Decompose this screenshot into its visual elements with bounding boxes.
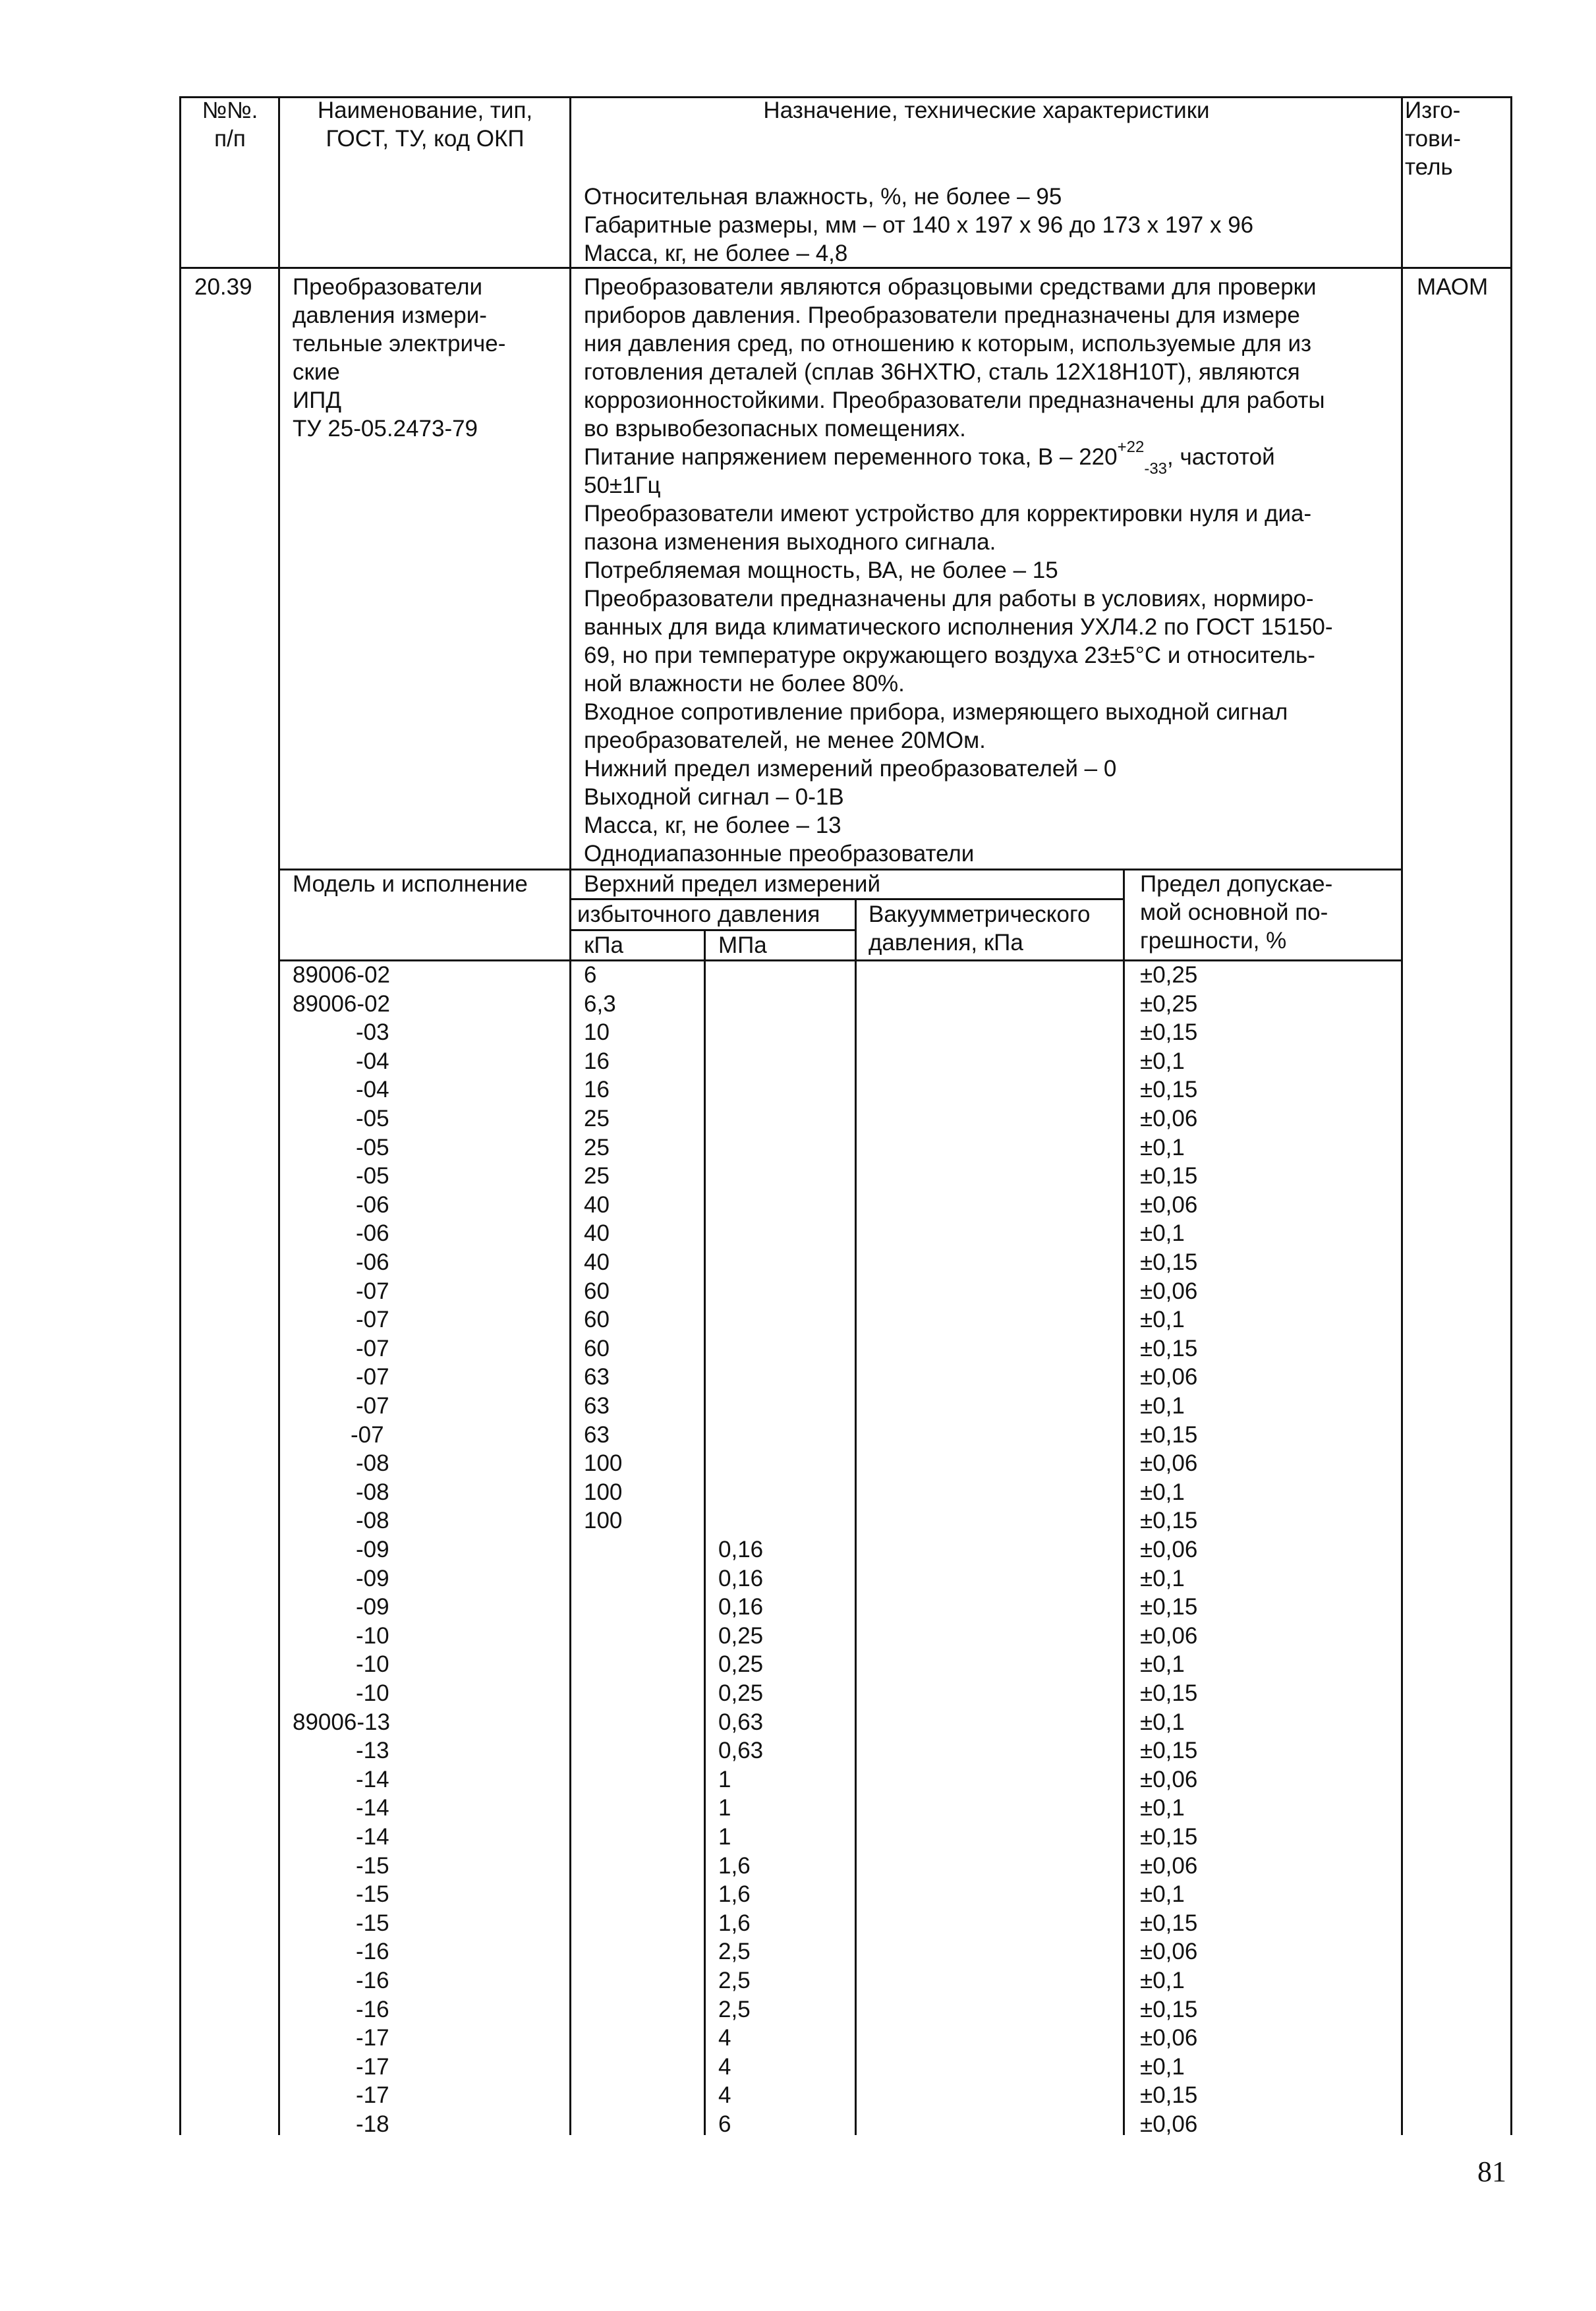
row-mpa: 1 bbox=[718, 1824, 731, 1850]
row-mpa: 1,6 bbox=[718, 1910, 751, 1936]
entry-maker: МАОМ bbox=[1417, 274, 1489, 300]
divider-maker bbox=[1401, 98, 1403, 2135]
row-error: ±0,15 bbox=[1140, 1824, 1198, 1850]
row-model: -05 bbox=[356, 1106, 389, 1131]
row-mpa: 4 bbox=[718, 2025, 731, 2051]
row-model: -08 bbox=[356, 1479, 389, 1505]
entry-description: Преобразователи являются образцовыми средствами для проверки приборов давления. Преобразователи предназначены для измере ния давления сред, по отношению к которым, используемые для из готовления деталей (сплав 36НХТЮ, сталь 12Х18Н10Т), являются коррозионностойкими. Преобразователи предназначены для работы во взрывобезопасных помещениях. Питание напряжением переменного тока, В – $220^{+22}_{-33}$, частотой 50±1Гц Преобразователи имеют устройство для корректировки нуля и диа- пазона изменения выходного сигнала. Потребляемая мощность, ВА, не более – 15 Преобразователи предназначены для работы в условиях, нормиро- ванных для вида климатического исполнения УХЛ4.2 по ГОСТ 15150- 69, но при температуре окружающего воздуха 23±5°С и относитель- ной влажности не более 80%. Входное сопротивление прибора, измеряющего выходной сигнал преобразователей, не менее 20МОм. Нижний предел измерений преобразователей – 0 Выходной сигнал – 0-1В Масса, кг, не более – 13 Однодиапазонные преобразователи bbox=[584, 274, 1333, 867]
header-num: №№. п/п bbox=[202, 98, 258, 152]
row-error: ±0,1 bbox=[1140, 1881, 1185, 1907]
subtable-h-kpa: кПа bbox=[584, 932, 623, 958]
row-error: ±0,06 bbox=[1140, 1939, 1198, 1964]
row-error: ±0,06 bbox=[1140, 1106, 1198, 1131]
row-mpa: 1 bbox=[718, 1795, 731, 1821]
row-mpa: 2,5 bbox=[718, 1968, 751, 1993]
row-error: ±0,1 bbox=[1140, 1566, 1185, 1591]
row-kpa: 25 bbox=[584, 1163, 610, 1189]
row-kpa: 40 bbox=[584, 1192, 610, 1218]
row-kpa: 16 bbox=[584, 1048, 610, 1074]
row-mpa: 4 bbox=[718, 2082, 731, 2108]
row-model: -17 bbox=[356, 2025, 389, 2051]
row-error: ±0,15 bbox=[1140, 1336, 1198, 1361]
row-mpa: 2,5 bbox=[718, 1997, 751, 2022]
row-error: ±0,15 bbox=[1140, 2082, 1198, 2108]
row-model: -18 bbox=[356, 2111, 389, 2137]
row-error: ±0,15 bbox=[1140, 1163, 1198, 1189]
row-model: -10 bbox=[356, 1623, 389, 1649]
row-kpa: 25 bbox=[584, 1106, 610, 1131]
row-error: ±0,15 bbox=[1140, 1910, 1198, 1936]
row-error: ±0,06 bbox=[1140, 1853, 1198, 1879]
row-model: -17 bbox=[356, 2082, 389, 2108]
row-error: ±0,06 bbox=[1140, 1192, 1198, 1218]
row-model: -07 bbox=[356, 1364, 389, 1390]
row-model: 89006-02 bbox=[293, 991, 390, 1017]
row-kpa: 16 bbox=[584, 1077, 610, 1102]
row-mpa: 1 bbox=[718, 1767, 731, 1792]
subtable-h-err: Предел допускае- мой основной по- грешности, % bbox=[1140, 871, 1333, 954]
subtable-h-model: Модель и исполнение bbox=[293, 871, 528, 897]
divider-purpose bbox=[569, 98, 571, 2135]
row-mpa: 6 bbox=[718, 2111, 731, 2137]
row-mpa: 0,16 bbox=[718, 1537, 764, 1562]
row-mpa: 4 bbox=[718, 2054, 731, 2080]
header-purpose: Назначение, технические характеристики bbox=[763, 98, 1210, 123]
divider-excess-vac bbox=[855, 898, 857, 2135]
row-model: -14 bbox=[356, 1795, 389, 1821]
rule-subheader-bottom bbox=[278, 959, 1401, 961]
row-model: -06 bbox=[356, 1220, 389, 1246]
row-error: ±0,06 bbox=[1140, 1537, 1198, 1562]
row-error: ±0,1 bbox=[1140, 2054, 1185, 2080]
row-kpa: 63 bbox=[584, 1422, 610, 1448]
row-error: ±0,15 bbox=[1140, 1680, 1198, 1706]
row-kpa: 60 bbox=[584, 1307, 610, 1332]
border-right bbox=[1510, 98, 1512, 2135]
row-error: ±0,1 bbox=[1140, 1307, 1185, 1332]
row-error: ±0,15 bbox=[1140, 1019, 1198, 1045]
row-error: ±0,1 bbox=[1140, 1968, 1185, 1993]
row-model: -17 bbox=[356, 2054, 389, 2080]
row-kpa: 63 bbox=[584, 1364, 610, 1390]
row-mpa: 0,16 bbox=[718, 1566, 764, 1591]
row-model: -06 bbox=[356, 1249, 389, 1275]
row-kpa: 100 bbox=[584, 1450, 623, 1476]
header-maker: Изго- тови- тель bbox=[1405, 98, 1461, 180]
row-error: ±0,06 bbox=[1140, 1364, 1198, 1390]
row-error: ±0,15 bbox=[1140, 1077, 1198, 1102]
entry-number: 20.39 bbox=[194, 274, 252, 300]
row-model: -07 bbox=[356, 1336, 389, 1361]
row-model: -09 bbox=[356, 1594, 389, 1620]
subtable-h-excess: избыточного давления bbox=[577, 901, 820, 927]
row-mpa: 0,25 bbox=[718, 1651, 764, 1677]
row-error: ±0,1 bbox=[1140, 1709, 1185, 1735]
row-mpa: 1,6 bbox=[718, 1881, 751, 1907]
border-left bbox=[179, 98, 181, 2135]
row-error: ±0,06 bbox=[1140, 1623, 1198, 1649]
row-model: -14 bbox=[356, 1824, 389, 1850]
page-number: 81 bbox=[1477, 2155, 1506, 2188]
power-line: Питание напряжением переменного тока, В – $220^{+22}_{-33}$, частотой bbox=[584, 438, 1275, 478]
divider-upper-err bbox=[1123, 869, 1125, 2135]
row-model: -10 bbox=[356, 1651, 389, 1677]
row-model: -06 bbox=[356, 1192, 389, 1218]
row-error: ±0,15 bbox=[1140, 1422, 1198, 1448]
row-error: ±0,06 bbox=[1140, 1278, 1198, 1304]
subtable-h-upper: Верхний предел измерений bbox=[584, 871, 881, 897]
row-model: -09 bbox=[356, 1566, 389, 1591]
row-model: -16 bbox=[356, 1939, 389, 1964]
row-model: -07 bbox=[351, 1422, 384, 1448]
row-mpa: 0,63 bbox=[718, 1709, 764, 1735]
row-error: ±0,1 bbox=[1140, 1651, 1185, 1677]
row-model: -09 bbox=[356, 1537, 389, 1562]
row-kpa: 40 bbox=[584, 1249, 610, 1275]
row-mpa: 2,5 bbox=[718, 1939, 751, 1964]
row-error: ±0,1 bbox=[1140, 1393, 1185, 1419]
row-error: ±0,1 bbox=[1140, 1048, 1185, 1074]
row-model: -13 bbox=[356, 1738, 389, 1763]
row-error: ±0,06 bbox=[1140, 1767, 1198, 1792]
row-mpa: 0,25 bbox=[718, 1680, 764, 1706]
divider-name bbox=[278, 98, 280, 2135]
row-error: ±0,15 bbox=[1140, 1997, 1198, 2022]
row-kpa: 10 bbox=[584, 1019, 610, 1045]
row-kpa: 100 bbox=[584, 1508, 623, 1533]
row-error: ±0,1 bbox=[1140, 1135, 1185, 1160]
row-error: ±0,1 bbox=[1140, 1795, 1185, 1821]
row-error: ±0,15 bbox=[1140, 1594, 1198, 1620]
row-error: ±0,25 bbox=[1140, 991, 1198, 1017]
subtable-h-mpa: МПа bbox=[718, 932, 767, 958]
row-model: 89006-13 bbox=[293, 1709, 390, 1735]
header-name: Наименование, тип, ГОСТ, ТУ, код ОКП bbox=[317, 98, 533, 152]
entry-name: Преобразователи давления измери- тельные электриче- ские ИПД ТУ 25-05.2473-79 bbox=[293, 274, 506, 442]
row-error: ±0,15 bbox=[1140, 1508, 1198, 1533]
row-model: -16 bbox=[356, 1997, 389, 2022]
divider-kpa-mpa bbox=[704, 929, 706, 2135]
row-model: -07 bbox=[356, 1278, 389, 1304]
row-model: -16 bbox=[356, 1968, 389, 1993]
row-kpa: 60 bbox=[584, 1336, 610, 1361]
row-model: -07 bbox=[356, 1307, 389, 1332]
row-error: ±0,1 bbox=[1140, 1479, 1185, 1505]
row-kpa: 6 bbox=[584, 962, 597, 988]
row-model: -08 bbox=[356, 1450, 389, 1476]
row-model: -15 bbox=[356, 1910, 389, 1936]
row-model: -07 bbox=[356, 1393, 389, 1419]
row-model: -15 bbox=[356, 1853, 389, 1879]
row-model: -10 bbox=[356, 1680, 389, 1706]
row-mpa: 0,63 bbox=[718, 1738, 764, 1763]
row-model: -04 bbox=[356, 1077, 389, 1102]
row-kpa: 25 bbox=[584, 1135, 610, 1160]
row-kpa: 40 bbox=[584, 1220, 610, 1246]
row-mpa: 0,16 bbox=[718, 1594, 764, 1620]
row-mpa: 1,6 bbox=[718, 1853, 751, 1879]
row-error: ±0,06 bbox=[1140, 2025, 1198, 2051]
row-model: -04 bbox=[356, 1048, 389, 1074]
row-kpa: 63 bbox=[584, 1393, 610, 1419]
row-kpa: 60 bbox=[584, 1278, 610, 1304]
row-error: ±0,06 bbox=[1140, 1450, 1198, 1476]
row-kpa: 100 bbox=[584, 1479, 623, 1505]
row-error: ±0,1 bbox=[1140, 1220, 1185, 1246]
row-error: ±0,25 bbox=[1140, 962, 1198, 988]
row-error: ±0,15 bbox=[1140, 1249, 1198, 1275]
row-error: ±0,06 bbox=[1140, 2111, 1198, 2137]
row-kpa: 6,3 bbox=[584, 991, 616, 1017]
row-model: -05 bbox=[356, 1135, 389, 1160]
row-model: -05 bbox=[356, 1163, 389, 1189]
row-model: -03 bbox=[356, 1019, 389, 1045]
row-model: -08 bbox=[356, 1508, 389, 1533]
row-model: -15 bbox=[356, 1881, 389, 1907]
row-mpa: 0,25 bbox=[718, 1623, 764, 1649]
subtable-h-vac: Вакуумметрического давления, кПа bbox=[869, 901, 1091, 956]
prev-entry-lines: Относительная влажность, %, не более – 95 Габаритные размеры, мм – от 140 х 197 х 96 до 173 х 197 х 96 Масса, кг, не более – 4,8 bbox=[584, 184, 1254, 266]
row-model: 89006-02 bbox=[293, 962, 390, 988]
row-error: ±0,15 bbox=[1140, 1738, 1198, 1763]
row-model: -14 bbox=[356, 1767, 389, 1792]
